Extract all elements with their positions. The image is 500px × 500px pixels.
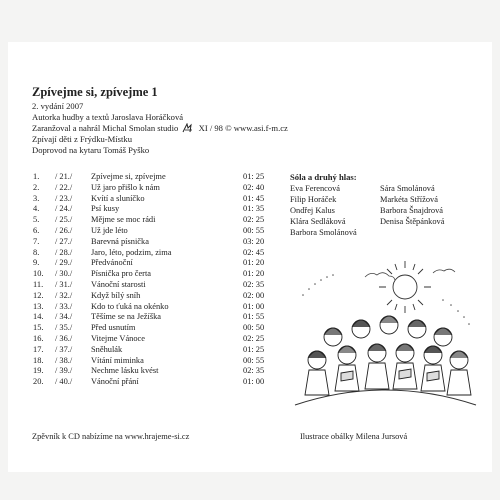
track-number: 9. — [33, 258, 40, 268]
solo-singer-name: Barbora Šnajdrová — [380, 206, 444, 215]
track-title: Těšíme se na Ježíška — [91, 312, 161, 322]
track-row — [33, 172, 278, 183]
track-title: Kvítí a sluníčko — [91, 193, 145, 203]
solo-singer-name: Barbora Smolánová — [290, 228, 357, 237]
edition-line: 2. vydání 2007 — [32, 101, 84, 111]
children-group — [305, 316, 471, 395]
track-alt-number: / 23./ — [55, 193, 73, 203]
track-number: 3. — [33, 193, 40, 203]
solo-singer-name: Klára Sedláková — [290, 217, 346, 226]
track-row — [33, 183, 278, 194]
track-alt-number: / 36./ — [55, 333, 73, 343]
track-duration: 02: 35 — [243, 279, 265, 289]
track-alt-number: / 22./ — [55, 182, 73, 192]
track-alt-number: / 25./ — [55, 215, 73, 225]
track-number: 12. — [33, 290, 44, 300]
track-row — [33, 194, 278, 205]
track-duration: 01: 00 — [243, 377, 265, 387]
track-row — [33, 215, 278, 226]
header-block — [32, 85, 392, 156]
track-row — [33, 356, 278, 367]
track-title: Vítání miminka — [91, 355, 144, 365]
track-alt-number: / 37./ — [55, 344, 73, 354]
track-title: Nechme lásku kvést — [91, 366, 159, 376]
track-title: Zpívejme si, zpívejme — [91, 172, 166, 181]
solo-singer-name: Ondřej Kalus — [290, 206, 335, 215]
track-alt-number: / 27./ — [55, 236, 73, 246]
solo-singer-name: Filip Horáček — [290, 195, 337, 204]
track-row — [33, 302, 278, 313]
track-duration: 01: 25 — [243, 172, 265, 181]
track-number: 17. — [33, 344, 44, 354]
arranger-text: Zaranžoval a nahrál Michal Smolan studio — [32, 123, 179, 133]
track-duration: 01: 35 — [243, 204, 265, 214]
track-duration: 02: 40 — [243, 182, 265, 192]
solo-heading: Sóla a druhý hlas: — [290, 172, 357, 182]
track-number: 2. — [33, 182, 40, 192]
track-alt-number: / 30./ — [55, 269, 73, 279]
track-alt-number: / 33./ — [55, 301, 73, 311]
track-row — [33, 258, 278, 269]
guitar-line: Doprovod na kytaru Tomáš Pyško — [32, 145, 150, 155]
singers-line: Zpívají děti z Frýdku-Místku — [32, 134, 133, 144]
track-number: 16. — [33, 333, 44, 343]
track-duration: 02: 25 — [243, 215, 265, 225]
track-duration: 03: 20 — [243, 236, 265, 246]
track-title: Když bílý sníh — [91, 290, 141, 300]
track-alt-number: / 38./ — [55, 355, 73, 365]
solo-singer-name: Eva Ferencová — [290, 184, 340, 193]
track-title: Barevná písnička — [91, 236, 149, 246]
track-row — [33, 269, 278, 280]
track-alt-number: / 32./ — [55, 290, 73, 300]
track-title: Kdo to ťuká na okénko — [91, 301, 169, 311]
track-duration: 01: 20 — [243, 258, 265, 268]
track-list — [33, 172, 278, 388]
solo-column-2 — [380, 183, 485, 227]
track-number: 10. — [33, 269, 44, 279]
track-number: 18. — [33, 355, 44, 365]
track-duration: 01: 00 — [243, 301, 265, 311]
track-row — [33, 237, 278, 248]
track-title: Už jde léto — [91, 225, 128, 235]
track-number: 1. — [33, 172, 40, 181]
track-alt-number: / 31./ — [55, 279, 73, 289]
track-duration: 02: 45 — [243, 247, 265, 257]
sun-drawing — [379, 261, 431, 313]
track-duration: 01: 25 — [243, 344, 265, 354]
track-title: Vánoční přání — [91, 377, 139, 387]
studio-code-text: XI / 98 © www.asi.f-m.cz — [198, 123, 288, 133]
track-duration: 02: 00 — [243, 290, 265, 300]
songbook-note: Zpěvník k CD nabízíme na www.hrajeme-si.cz — [32, 432, 190, 441]
studio-logo-icon — [182, 123, 194, 133]
track-duration: 00: 55 — [243, 355, 265, 365]
track-row — [33, 323, 278, 334]
children-choir-illustration — [293, 255, 478, 410]
track-alt-number: / 21./ — [55, 172, 73, 181]
track-title: Písnička pro čerta — [91, 269, 151, 279]
author-line: Autorka hudby a textů Jaroslava Horáčková — [32, 112, 184, 122]
track-duration: 01: 45 — [243, 193, 265, 203]
track-title: Před usnutím — [91, 323, 136, 333]
track-row — [33, 226, 278, 237]
track-title: Mějme se moc rádi — [91, 215, 156, 225]
track-list-body — [33, 172, 278, 388]
track-number: 14. — [33, 312, 44, 322]
track-alt-number: / 29./ — [55, 258, 73, 268]
track-number: 15. — [33, 323, 44, 333]
track-duration: 01: 55 — [243, 312, 265, 322]
track-number: 5. — [33, 215, 40, 225]
track-title: Vitejme Vánoce — [91, 333, 145, 343]
track-alt-number: / 35./ — [55, 323, 73, 333]
solo-singer-name: Sára Smolánová — [380, 184, 435, 193]
track-title: Psí kusy — [91, 204, 120, 214]
track-duration: 02: 25 — [243, 333, 265, 343]
track-row — [33, 280, 278, 291]
track-row — [33, 366, 278, 377]
track-duration: 01: 20 — [243, 269, 265, 279]
track-row — [33, 377, 278, 388]
arranger-line — [32, 123, 392, 134]
track-row — [33, 291, 278, 302]
track-number: 11. — [33, 279, 44, 289]
solo-singer-name: Markéta Střížová — [380, 195, 438, 204]
track-number: 20. — [33, 377, 44, 387]
track-duration: 02: 35 — [243, 366, 265, 376]
track-title: Sněhulák — [91, 344, 123, 354]
track-row — [33, 248, 278, 259]
album-title: Zpívejme si, zpívejme 1 — [32, 85, 158, 99]
track-alt-number: / 28./ — [55, 247, 73, 257]
track-alt-number: / 40./ — [55, 377, 73, 387]
track-title: Předvánoční — [91, 258, 133, 268]
track-title: Už jaro přišlo k nám — [91, 182, 160, 192]
solo-singer-name: Denisa Štěpánková — [380, 217, 445, 226]
track-number: 13. — [33, 301, 44, 311]
track-duration: 00: 50 — [243, 323, 265, 333]
track-row — [33, 312, 278, 323]
solo-column-1 — [290, 183, 382, 238]
track-number: 8. — [33, 247, 40, 257]
clouds-drawing — [365, 269, 455, 280]
track-duration: 00: 55 — [243, 225, 265, 235]
illustration-credit: Ilustrace obálky Milena Jursová — [300, 432, 408, 441]
track-number: 6. — [33, 225, 40, 235]
track-alt-number: / 26./ — [55, 225, 73, 235]
track-title: Vánoční starosti — [91, 279, 146, 289]
track-alt-number: / 39./ — [55, 366, 73, 376]
track-row — [33, 334, 278, 345]
track-row — [33, 345, 278, 356]
track-row — [33, 204, 278, 215]
track-number: 4. — [33, 204, 40, 214]
track-alt-number: / 34./ — [55, 312, 73, 322]
track-alt-number: / 24./ — [55, 204, 73, 214]
track-title: Jaro, léto, podzim, zima — [91, 247, 172, 257]
track-number: 19. — [33, 366, 44, 376]
track-number: 7. — [33, 236, 40, 246]
